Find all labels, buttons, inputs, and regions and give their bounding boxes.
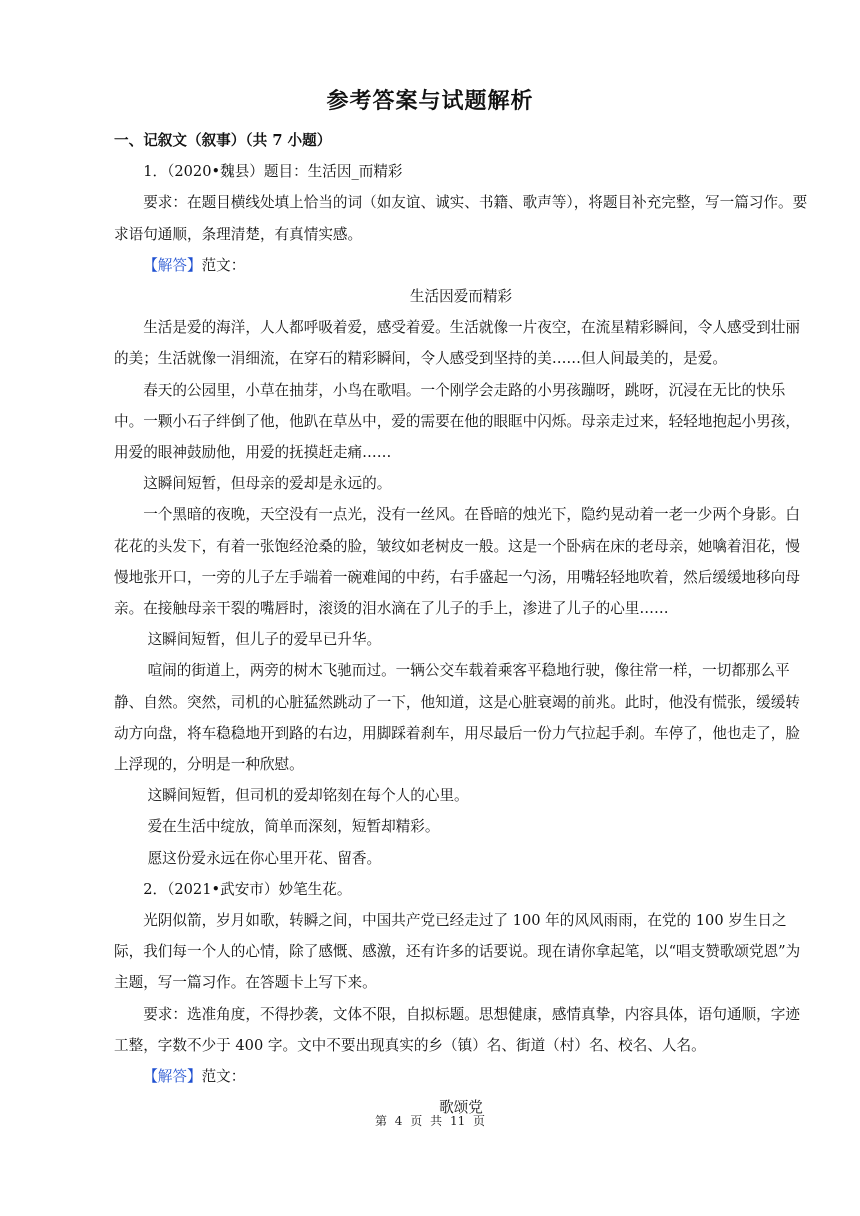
essay-1-paragraph: 这瞬间短暂，但司机的爱却铭刻在每个人的心里。 — [147, 787, 469, 805]
footer-prefix: 第 — [374, 1114, 387, 1128]
question-2-heading: 2．（2021•武安市）妙笔生花。 — [143, 880, 352, 898]
footer-total-pages: 11 — [449, 1114, 466, 1128]
question-2-requirements: 要求：选准角度，不得抄袭，文体不限，自拟标题。思想健康，感情真挚，内容具体，语句通顺，字迹工整，字数不少于 400 字。文中不要出现真实的乡（镇）名、街道（村）名、校名、人名。 — [114, 1005, 800, 1054]
question-1-heading: 1．（2020•魏县）题目：生活因_而精彩 — [143, 163, 403, 181]
question-2-intro: 光阴似箭，岁月如歌，转瞬之间，中国共产党已经走过了 100 年的风风雨雨，在党的 100 岁生日之际，我们每一个人的心情，除了感慨、感激，还有许多的话要说。现在请你拿起笔，以“唱支赞歌颂党恩”为主题，写一篇习作。在答题卡上写下来。 — [114, 912, 801, 992]
question-1-requirements: 要求：在题目横线处填上恰当的词（如友谊、诚实、书籍、歌声等），将题目补充完整，写一篇习作。要求语句通顺，条理清楚，有真情实感。 — [114, 194, 808, 243]
essay-1-paragraph: 喧闹的街道上，两旁的树木飞驰而过。一辆公交车载着乘客平稳地行驶，像往常一样，一切都那么平静、自然。突然，司机的心脏猛然跳动了一下，他知道，这是心脏衰竭的前兆。此时，他没有慌张，缓缓转动方向盘，将车稳稳地开到路的右边，用脚踩着刹车，用尽最后一份力气拉起手刹。车停了，他也走了，脸上浮现的，分明是一种欣慰。 — [114, 662, 800, 774]
footer-suffix: 页 — [473, 1114, 486, 1128]
question-2-answer-line — [114, 1061, 808, 1092]
essay-1-title: 生活因爱而精彩 — [409, 288, 513, 306]
section-heading: 一、记叙文（叙事）（共 7 小题） — [114, 132, 332, 149]
essay-1-paragraph: 春天的公园里，小草在抽芽，小鸟在歌唱。一个刚学会走路的小男孩蹦呀，跳呀，沉浸在无比的快乐中。一颗小石子绊倒了他，他趴在草丛中，爱的需要在他的眼眶中闪烁。母亲走过来，轻轻地抱起小男孩，用爱的眼神鼓励他，用爱的抚摸赶走痛…… — [114, 381, 800, 462]
essay-1-paragraph: 爱在生活中绽放，简单而深刻，短暂却精彩。 — [147, 818, 440, 836]
page-title: 参考答案与试题解析 — [326, 89, 534, 114]
essay-2-title: 歌颂党 — [439, 1099, 483, 1117]
page-content — [114, 125, 808, 1124]
answer-label: 范文： — [201, 256, 246, 274]
page-footer — [0, 1112, 860, 1129]
answer-tag: 【解答】 — [143, 1068, 202, 1086]
answer-tag: 【解答】 — [143, 256, 202, 274]
essay-1-paragraph: 这瞬间短暂，但母亲的爱却是永远的。 — [143, 475, 392, 493]
answer-label: 范文： — [201, 1068, 246, 1086]
footer-page-number: 4 — [394, 1114, 403, 1128]
essay-1-paragraph: 生活是爱的海洋，人人都呼吸着爱，感受着爱。生活就像一片夜空，在流星精彩瞬间，令人感受到壮丽的美；生活就像一涓细流，在穿石的精彩瞬间，令人感受到坚持的美……但人间最美的，是爱。 — [114, 319, 800, 368]
question-1-answer-line — [114, 250, 808, 281]
essay-1-paragraph: 一个黑暗的夜晚，天空没有一点光，没有一丝风。在昏暗的烛光下，隐约晃动着一老一少两个身影。白花花的头发下，有着一张饱经沧桑的脸，皱纹如老树皮一般。这是一个卧病在床的老母亲，她噙着泪花，慢慢地张开口，一旁的儿子左手端着一碗难闻的中药，右手盛起一勺汤，用嘴轻轻地吹着，然后缓缓地移向母亲。在接触母亲干裂的嘴唇时，滚烫的泪水滴在了儿子的手上，渗进了儿子的心里…… — [114, 506, 800, 618]
footer-page-word: 页 — [410, 1114, 423, 1128]
essay-1-paragraph: 这瞬间短暂，但儿子的爱早已升华。 — [147, 631, 382, 649]
essay-1-paragraph: 愿这份爱永远在你心里开花、留香。 — [147, 849, 382, 867]
footer-total-word: 共 — [430, 1114, 443, 1128]
